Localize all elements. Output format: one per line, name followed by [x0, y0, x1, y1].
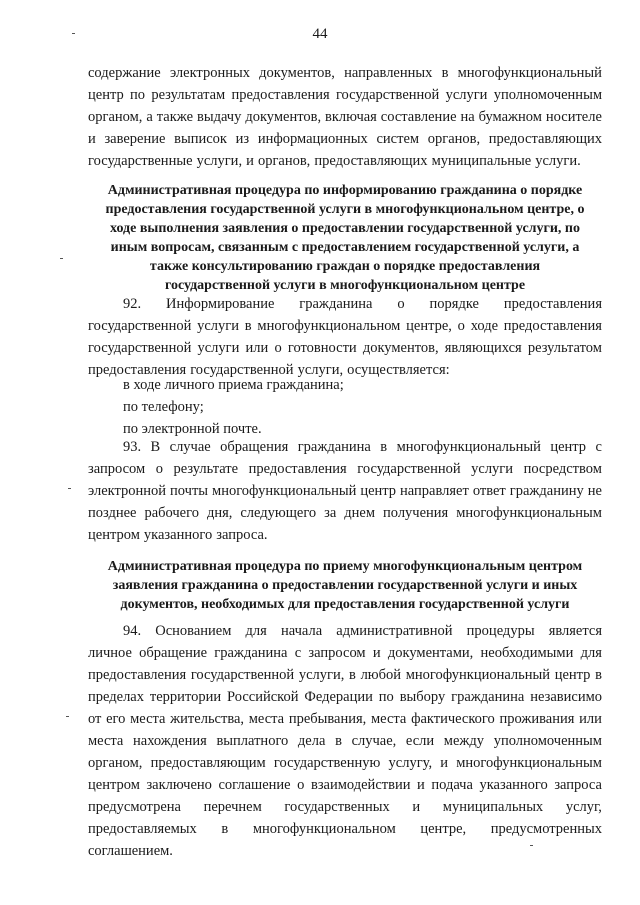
- text-line: предоставления государственной услуги, осуществляется:: [88, 362, 450, 378]
- paragraph-94: [88, 620, 602, 862]
- heading-line: Административная процедура по информированию гражданина о порядке: [107, 183, 583, 198]
- text-line: соглашением.: [88, 843, 173, 859]
- scan-mark: [66, 716, 69, 717]
- text-line: центром заключено соглашение о взаимодействии и подача указанного запроса: [88, 777, 602, 793]
- scan-mark: [68, 488, 71, 489]
- text-line: органом, а также выдачу документов, включая составление на бумажном носителе: [88, 109, 602, 125]
- text-line: государственной услуги или о готовности документов, являющихся результатом: [88, 340, 602, 356]
- text-line: от его места жительства, места пребывания, места фактического проживания или: [88, 711, 602, 727]
- section-heading-acceptance: [88, 557, 602, 614]
- list-item: по электронной почте.: [123, 421, 262, 437]
- heading-line: документов, необходимых для предоставления государственной услуги: [120, 597, 570, 612]
- text-line: и заверение выписок из информационных систем органов, предоставляющих: [88, 131, 602, 147]
- paragraph-92: [88, 293, 602, 381]
- text-line: личное обращение гражданина с запросом и документами, необходимыми для: [88, 645, 602, 661]
- heading-line: государственной услуги в многофункциональном центре: [164, 278, 526, 293]
- text-line: центром указанного запроса.: [88, 527, 268, 543]
- list-item: в ходе личного приема гражданина;: [123, 377, 344, 393]
- text-line: 94. Основанием для начала административной процедуры является: [123, 623, 602, 639]
- paragraph-93: [88, 436, 602, 546]
- heading-line: Административная процедура по приему многофункциональным центром: [107, 559, 583, 574]
- text-line: государственной услуги в многофункциональном центре, о ходе предоставления: [88, 318, 602, 334]
- text-line: пределах территории Российской Федерации по выбору гражданина независимо: [88, 689, 602, 705]
- scan-mark: [60, 258, 63, 259]
- text-line: предусмотрена перечнем государственных и муниципальных услуг,: [88, 799, 602, 815]
- text-line: 92. Информирование гражданина о порядке предоставления: [123, 296, 602, 312]
- text-line: 93. В случае обращения гражданина в многофункциональный центр с: [123, 439, 602, 455]
- text-line: центр по результатам предоставления государственной услуги уполномоченным: [88, 87, 602, 103]
- text-line: органом, предоставляющим государственную услугу, и многофункциональным: [88, 755, 602, 771]
- text-line: позднее рабочего дня, следующего за днем получения многофункциональным: [88, 505, 602, 521]
- page-number: 44: [312, 26, 328, 42]
- scan-mark: [72, 33, 75, 34]
- list-item: по телефону;: [123, 399, 204, 415]
- section-heading-informing: [88, 181, 602, 295]
- heading-line: предоставления государственной услуги в многофункциональном центре, о: [105, 202, 585, 217]
- heading-line: ходе выполнения заявления о предоставлении государственной услуги, по: [109, 221, 580, 236]
- text-line: предоставляемых в многофункциональном центре, предусмотренных: [88, 821, 602, 837]
- scan-mark: [530, 845, 533, 846]
- heading-line: также консультированию граждан о порядке предоставления: [149, 259, 541, 274]
- text-line: запросом о результате предоставления государственной услуги посредством: [88, 461, 602, 477]
- text-line: государственные услуги, и органов, предоставляющих муниципальные услуги.: [88, 153, 581, 169]
- heading-line: заявления гражданина о предоставлении государственной услуги и иных: [112, 578, 578, 593]
- intro-paragraph: [88, 62, 602, 172]
- heading-line: иным вопросам, связанным с предоставлением государственной услуги, а: [110, 240, 580, 255]
- text-line: содержание электронных документов, направленных в многофункциональный: [88, 65, 602, 81]
- text-line: электронной почты многофункциональный центр направляет ответ гражданину не: [88, 483, 602, 499]
- text-line: предоставления государственной услуги, в любой многофункциональный центр в: [88, 667, 602, 683]
- text-line: места нахождения выплатного дела в случае, если между уполномоченным: [88, 733, 602, 749]
